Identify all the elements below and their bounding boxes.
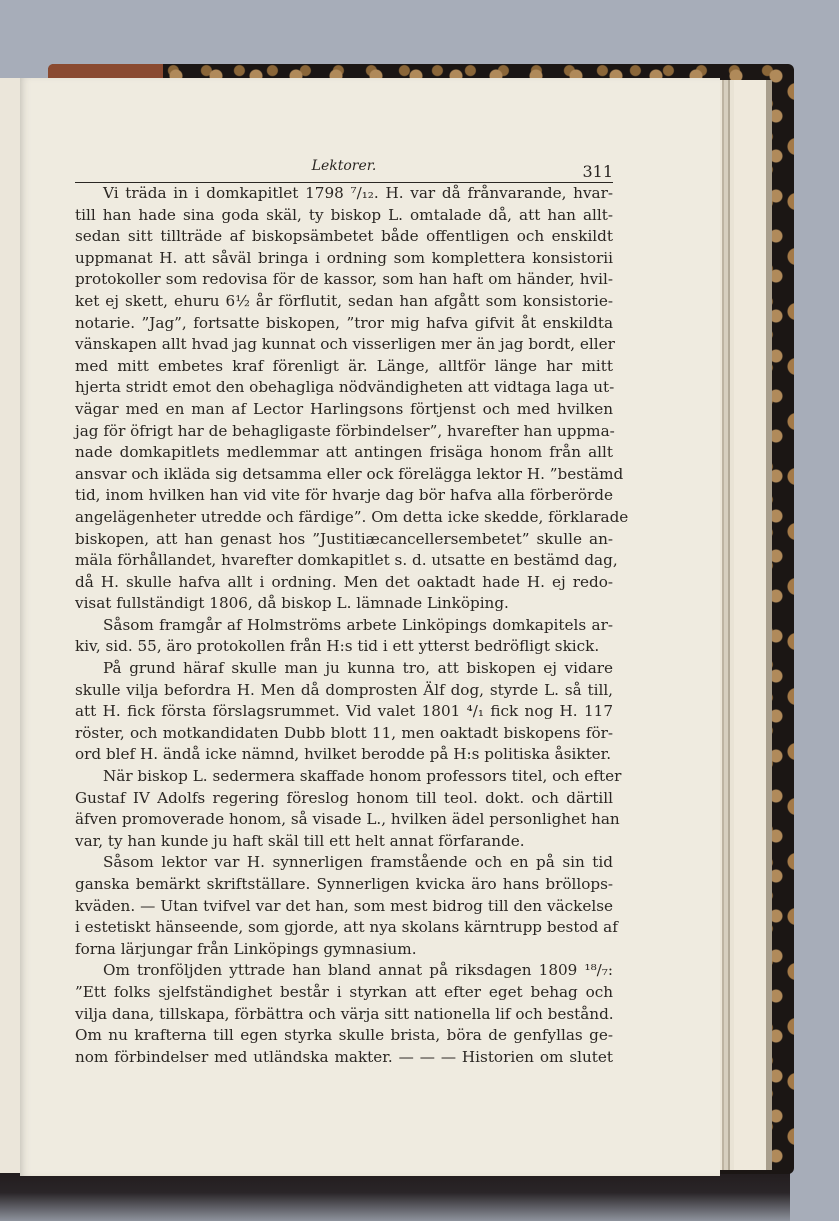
- text-line: Om nu krafterna till egen styrka skulle brista, böra de genfyllas ge-: [75, 1026, 613, 1045]
- text-line: mäla förhållandet, hvarefter domkapitlet s. d. utsatte en bestämd dag,: [75, 551, 618, 570]
- text-line: med mitt embetes kraf förenligt är. Länge, alltför länge har mitt: [75, 356, 613, 375]
- text-line: protokoller som redovisa för de kassor, som han haft om händer, hvil-: [75, 270, 613, 289]
- text-line: sedan sitt tillträde af biskopsämbetet både offentligen och enskildt: [75, 227, 613, 246]
- text-line: angelägenheter utredde och färdige”. Om detta icke skedde, förklarade: [75, 507, 629, 526]
- running-title: Lektorer.: [311, 158, 377, 174]
- running-head: [75, 158, 613, 183]
- text-line: forna lärjungar från Linköpings gymnasium.: [75, 939, 417, 958]
- text-line: i estetiskt hänseende, som gjorde, att nya skolans kärntrupp bestod af: [75, 918, 618, 937]
- text-line: kiv, sid. 55, äro protokollen från H:s tid i ett ytterst bedröfligt skick.: [75, 637, 600, 656]
- text-line: Såsom lektor var H. synnerligen framstående och en på sin tid: [103, 853, 613, 872]
- text-line: På grund häraf skulle man ju kunna tro, att biskopen ej vidare: [103, 659, 613, 678]
- text-line: uppmanat H. att såväl bringa i ordning som komplettera konsistorii: [75, 248, 613, 267]
- text-line: Gustaf IV Adolfs regering föreslog honom till teol. dokt. och därtill: [75, 788, 613, 807]
- text-line: nom förbindelser med utländska makter. — — — Historien om slutet: [75, 1047, 613, 1066]
- text-line: då H. skulle hafva allt i ordning. Men det oaktadt hade H. ej redo-: [75, 572, 613, 591]
- text-line: Om tronföljden yttrade han bland annat på riksdagen 1809 ¹⁸/₇:: [103, 961, 613, 980]
- text-line: att H. fick första förslagsrummet. Vid valet 1801 ⁴/₁ fick nog H. 117: [75, 702, 613, 721]
- text-line: röster, och motkandidaten Dubb blott 11, men oaktadt biskopens för-: [75, 723, 613, 742]
- text-line: tid, inom hvilken han vid vite för hvarje dag bör hafva alla förberörde: [75, 486, 613, 505]
- text-line: jag för öfrigt har de behagligaste förbindelser”, hvarefter han uppma-: [75, 421, 615, 440]
- text-line: visat fullständigt 1806, då biskop L. lämnade Linköping.: [75, 594, 509, 613]
- text-line: ganska bemärkt skriftställare. Synnerligen kvicka äro hans bröllops-: [75, 875, 613, 893]
- text-line: vänskapen allt hvad jag kunnat och visserligen mer än jag bordt, eller: [75, 335, 615, 354]
- text-line: notarie. ”Jag”, fortsatte biskopen, ”tror mig hafva gifvit åt enskildta: [75, 313, 613, 332]
- text-line: var, ty han kunde ju haft skäl till ett helt annat förfarande.: [75, 831, 525, 850]
- text-line: När biskop L. sedermera skaffade honom professors titel, och efter: [103, 767, 622, 786]
- body-text: [75, 183, 629, 1068]
- text-line: ket ej skett, ehuru 6½ år förflutit, sedan han afgått som konsistorie-: [75, 291, 613, 310]
- text-line: ”Ett folks sjelfständighet består i styrkan att efter eget behag och: [75, 982, 613, 1001]
- text-line: ansvar och ikläda sig detsamma eller ock förelägga lektor H. ”bestämd: [75, 464, 624, 483]
- page-number: 311: [582, 162, 613, 181]
- text-line: vägar med en man af Lector Harlingsons förtjenst och med hvilken: [75, 399, 613, 418]
- text-line: till han hade sina goda skäl, ty biskop L. omtalade då, att han allt-: [75, 205, 613, 224]
- text-line: Såsom framgår af Holmströms arbete Linköpings domkapitels ar-: [103, 615, 613, 634]
- text-line: kväden. — Utan tvifvel var det han, som mest bidrog till den väckelse: [75, 896, 613, 915]
- book-spine-leather: [48, 64, 163, 78]
- text-line: biskopen, att han genast hos ”Justitiæcancellersembetet” skulle an-: [75, 529, 613, 548]
- text-line: skulle vilja befordra H. Men då domprosten Älf dog, styrde L. så till,: [75, 680, 613, 699]
- text-line: hjerta stridt emot den obehagliga nödvändigheten att vidtaga laga ut-: [75, 378, 615, 397]
- text-line: Vi träda in i domkapitlet 1798 ⁷/₁₂. H. var då frånvarande, hvar-: [103, 184, 613, 202]
- text-line: ord blef H. ändå icke nämnd, hvilket berodde på H:s politiska åsikter.: [75, 745, 612, 764]
- text-line: vilja dana, tillskapa, förbättra och värja sitt nationella lif och bestånd.: [75, 1004, 614, 1023]
- text-line: nade domkapitlets medlemmar att antingen frisäga honom från allt: [75, 443, 613, 462]
- text-line: äfven promoverade honom, så visade L., hvilken ädel personlighet han: [75, 810, 620, 829]
